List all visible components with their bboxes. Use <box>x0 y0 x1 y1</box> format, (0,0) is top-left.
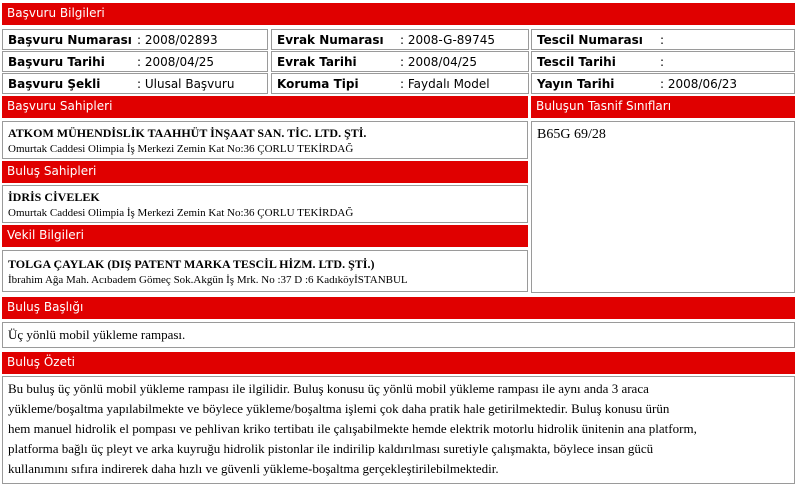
field-label: Evrak Numarası <box>277 33 384 47</box>
tasnif-value: B65G 69/28 <box>537 127 606 142</box>
section-header-bulus-sahipleri: Buluş Sahipleri <box>2 161 528 183</box>
field-label: Yayın Tarihi <box>537 77 615 91</box>
field-value: : 2008/02893 <box>137 33 218 47</box>
bulus-basligi-box <box>2 322 795 348</box>
field-value: : 2008/04/25 <box>400 55 478 69</box>
abstract-line: platforma bağlı üç pleyt ve arka kuyruğu hidrolik pistonlar ile indirilip kaldırılması suretiyle çalışmakta, böylece insan gücü <box>8 441 654 456</box>
field-label: Başvuru Numarası <box>8 33 132 47</box>
field-yayin-tarihi <box>531 73 795 94</box>
field-value: : 2008/06/23 <box>660 77 738 91</box>
field-tescil-numarasi <box>531 29 795 50</box>
field-value: : Faydalı Model <box>400 77 490 91</box>
inventor-name: İDRİS CİVELEK <box>8 190 100 204</box>
abstract-line: yükleme/boşaltma yapılabilmekte ve böylece yükleme/boşaltma işlemi çok daha pratik hale getirilmektedir. Buluş konusu ürün <box>8 401 670 416</box>
field-value: : Ulusal Başvuru <box>137 77 235 91</box>
applicant-name: ATKOM MÜHENDİSLİK TAAHHÜT İNŞAAT SAN. TİC. LTD. ŞTİ. <box>8 126 367 140</box>
attorney-name: TOLGA ÇAYLAK (DIŞ PATENT MARKA TESCİL HİZM. LTD. ŞTİ.) <box>8 257 375 271</box>
field-evrak-tarihi <box>271 51 529 72</box>
field-value: : 2008/04/25 <box>137 55 215 69</box>
section-header-bulus-basligi: Buluş Başlığı <box>2 297 795 319</box>
vekil-box <box>2 250 528 292</box>
section-header-vekil: Vekil Bilgileri <box>2 225 528 247</box>
section-header-bulus-ozeti: Buluş Özeti <box>2 352 795 374</box>
tasnif-box <box>531 121 795 293</box>
field-evrak-numarasi <box>271 29 529 50</box>
invention-title: Üç yönlü mobil yükleme rampası. <box>8 327 186 342</box>
basvuru-sahibi-box <box>2 121 528 159</box>
inventor-address: Omurtak Caddesi Olimpia İş Merkezi Zemin Kat No:36 ÇORLU TEKİRDAĞ <box>8 207 354 219</box>
abstract-line: Bu buluş üç yönlü mobil yükleme rampası ile ilgilidir. Buluş konusu üç yönlü mobil yükleme rampası ile aynı anda 3 araca <box>8 381 649 396</box>
bulus-ozeti-box <box>2 376 795 484</box>
field-label: Tescil Numarası <box>537 33 643 47</box>
attorney-address: İbrahim Ağa Mah. Acıbadem Gömeç Sok.Akgün İş Mrk. No :37 D :6 KadıköyİSTANBUL <box>8 274 408 286</box>
field-value: : <box>660 55 665 69</box>
field-label: Başvuru Şekli <box>8 77 101 91</box>
section-header-tasnif: Buluşun Tasnif Sınıfları <box>531 96 795 118</box>
field-value: : <box>660 33 665 47</box>
abstract-line: hem manuel hidrolik el pompası ve pehlivan kriko tertibatı ile çalışabilmekte hemde elektrik motorlu hidrolik ünitenin ana platform, <box>8 421 697 436</box>
field-tescil-tarihi <box>531 51 795 72</box>
field-basvuru-numarasi <box>2 29 268 50</box>
field-label: Tescil Tarihi <box>537 55 616 69</box>
bulus-sahibi-box <box>2 185 528 223</box>
field-basvuru-sekli <box>2 73 268 94</box>
field-value: : 2008-G-89745 <box>400 33 495 47</box>
field-basvuru-tarihi <box>2 51 268 72</box>
field-label: Koruma Tipi <box>277 77 359 91</box>
section-header-basvuru-sahipleri: Başvuru Sahipleri <box>2 96 528 118</box>
applicant-address: Omurtak Caddesi Olimpia İş Merkezi Zemin Kat No:36 ÇORLU TEKİRDAĞ <box>8 143 354 155</box>
abstract-line: kullanımını sıfıra indirerek daha hızlı ve güvenli yükleme-boşaltma gerçekleştirilebilmektedir. <box>8 461 499 476</box>
field-label: Evrak Tarihi <box>277 55 357 69</box>
field-label: Başvuru Tarihi <box>8 55 105 69</box>
field-koruma-tipi <box>271 73 529 94</box>
section-header-basvuru-bilgileri: Başvuru Bilgileri <box>2 3 795 25</box>
